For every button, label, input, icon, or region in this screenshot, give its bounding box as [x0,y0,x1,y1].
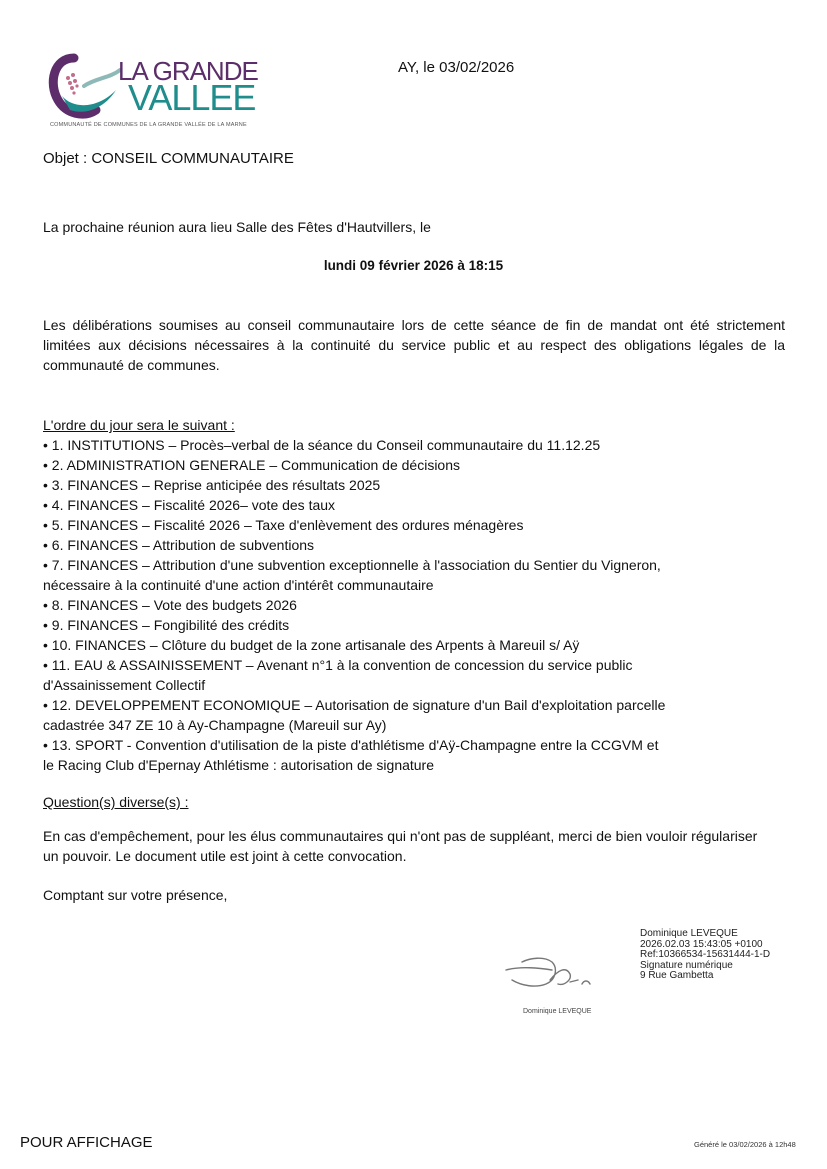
agenda-line: • 6. FINANCES – Attribution de subventions [43,537,315,553]
closing-paragraph-line: un pouvoir. Le document utile est joint à cette convocation. [43,848,407,864]
agenda-line: • 9. FINANCES – Fongibilité des crédits [43,617,290,633]
digital-signature-block [640,929,770,982]
agenda-line: • 10. FINANCES – Clôture du budget de la zone artisanale des Arpents à Mareuil s/ Aÿ [43,637,580,653]
signature-name: Dominique LEVEQUE [523,1008,592,1015]
signature-line: Ref:10366534-15631444-1-D [640,949,771,960]
agenda [43,415,783,775]
agenda-line: • 12. DEVELOPPEMENT ECONOMIQUE – Autorisation de signature d'un Bail d'exploitation parcelle [43,697,666,713]
closing-paragraph-line: En cas d'empêchement, pour les élus communautaires qui n'ont pas de suppléant, merci de bien vouloir régulariser [43,828,758,844]
body-paragraph: Les délibérations soumises au conseil communautaire lors de cette séance de fin de mandat ont été strictement limitées aux décisions nécessaires à la continuité du service public et au respect des obligations légales de la communauté de communes. [43,317,785,373]
agenda-line: • 11. EAU & ASSAINISSEMENT – Avenant n°1 à la convention de concession du service public [43,657,633,673]
agenda-line: • 5. FINANCES – Fiscalité 2026 – Taxe d'enlèvement des ordures ménagères [43,517,524,533]
agenda-line: • 7. FINANCES – Attribution d'une subvention exceptionnelle à l'association du Sentier du Vigneron, [43,557,661,573]
agenda-line: cadastrée 347 ZE 10 à Ay-Champagne (Mareuil sur Ay) [43,717,387,733]
agenda-line: • 2. ADMINISTRATION GENERALE – Communication de décisions [43,457,461,473]
agenda-line: • 8. FINANCES – Vote des budgets 2026 [43,597,297,613]
logo-subtitle: COMMUNAUTÉ DE COMMUNES DE LA GRANDE VALLÉE DE LA MARNE [50,122,247,128]
footer-posting-label: POUR AFFICHAGE [20,1134,153,1151]
signature-line: 2026.02.03 15:43:05 +0100 [640,938,763,950]
logo-title-line1: LA GRANDE [118,56,258,86]
signature-line: Dominique LEVEQUE [640,928,738,939]
footer-generated-date: Généré le 03/02/2026 à 12h48 [694,1140,796,1149]
logo-title-line2: VALLEE [128,77,256,118]
agenda-line: • 4. FINANCES – Fiscalité 2026– vote des taux [43,497,336,513]
handwritten-signature [500,940,600,1000]
agenda-line: • 3. FINANCES – Reprise anticipée des résultats 2025 [43,477,381,493]
agenda-title: L'ordre du jour sera le suivant : [43,417,235,433]
meeting-intro: La prochaine réunion aura lieu Salle des Fêtes d'Hautvillers, le [43,219,431,235]
agenda-line: d'Assainissement Collectif [43,677,206,693]
document-subject: Objet : CONSEIL COMMUNAUTAIRE [43,150,294,167]
signature-line: 9 Rue Gambetta [640,970,714,981]
agenda-line: le Racing Club d'Epernay Athlétisme : autorisation de signature [43,757,435,773]
agenda-line: • 1. INSTITUTIONS – Procès–verbal de la séance du Conseil communautaire du 11.12.25 [43,437,601,453]
document-date: AY, le 03/02/2026 [398,59,515,76]
closing-paragraph [43,826,788,866]
signature-line: Signature numérique [640,959,733,971]
questions-title: Question(s) diverse(s) : [43,794,189,810]
agenda-line: nécessaire à la continuité d'une action d'intérêt communautaire [43,577,434,593]
closing-line: Comptant sur votre présence, [43,887,228,903]
meeting-datetime: lundi 09 février 2026 à 18:15 [323,258,504,273]
agenda-line: • 13. SPORT - Convention d'utilisation de la piste d'athlétisme d'Aÿ-Champagne entre la CCGVM et [43,737,659,753]
